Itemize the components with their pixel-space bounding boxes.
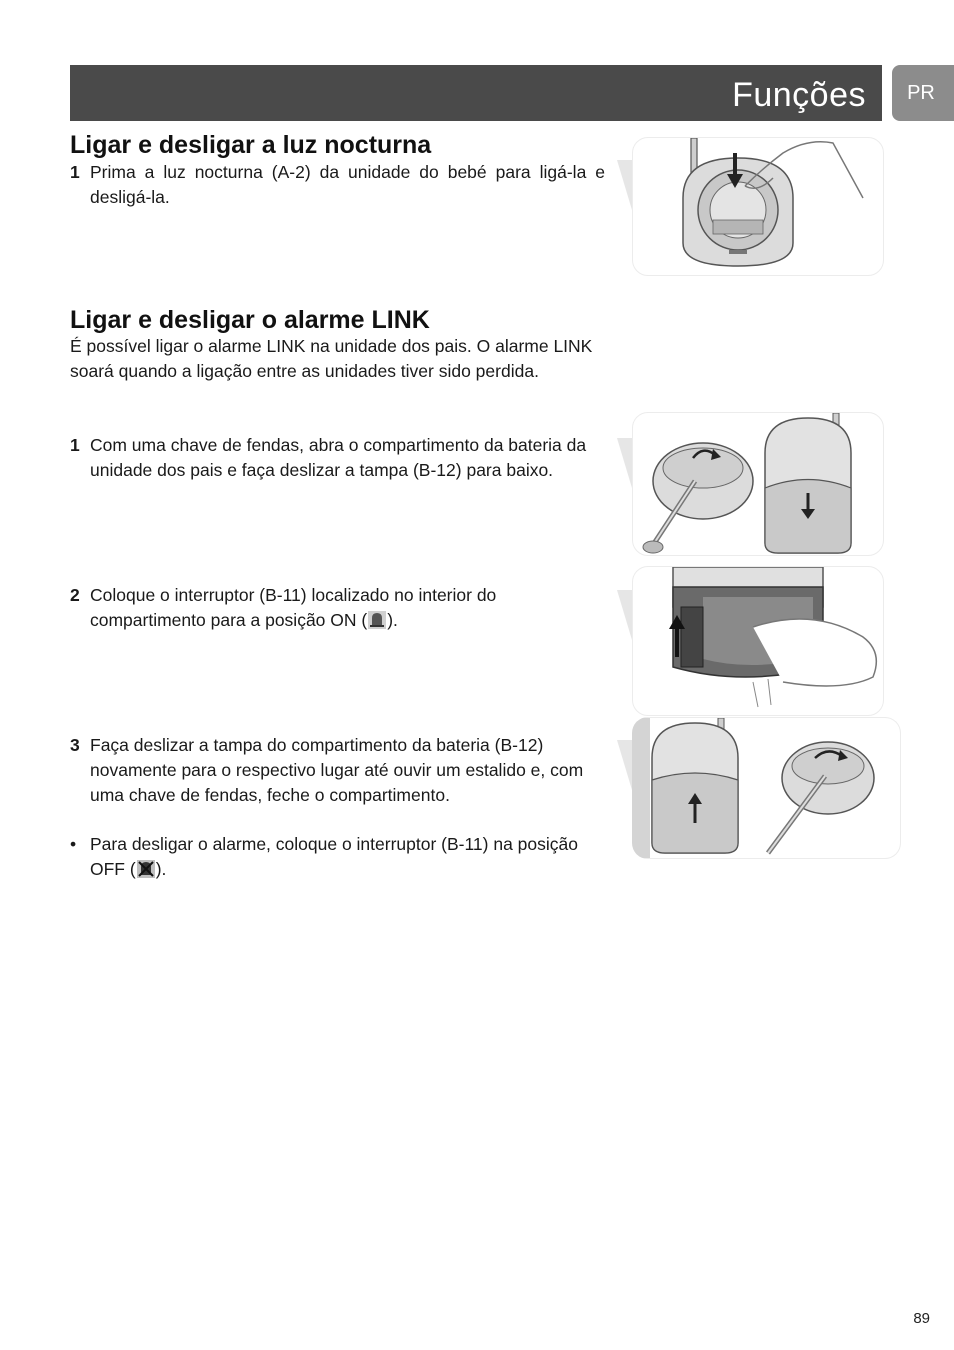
section-title-night-light: Ligar e desligar a luz nocturna <box>70 131 432 159</box>
page-title: Funções <box>732 76 866 114</box>
link-alarm-step-3 <box>70 733 605 808</box>
link-alarm-off-bullet <box>70 832 605 882</box>
bullet-symbol: • <box>70 834 77 854</box>
alarm-off-icon <box>137 860 155 878</box>
figure-open-compartment <box>632 412 884 556</box>
switch-illustration <box>633 567 883 715</box>
step-number: 3 <box>70 735 80 755</box>
alarm-on-icon <box>368 611 386 629</box>
step-text: Faça deslizar a tampa do compartimento da bateria (B-12) novamente para o respectivo lugar até ouvir um estalido e, com uma chave de fendas, feche o compartimento. <box>90 735 584 805</box>
section-title-link-alarm: Ligar e desligar o alarme LINK <box>70 306 430 334</box>
link-alarm-step-2 <box>70 583 605 633</box>
open-compartment-illustration <box>633 413 883 555</box>
step-text: Prima a luz nocturna (A-2) da unidade do bebé para ligá-la e desligá-la. <box>90 162 605 207</box>
figure-switch-on <box>632 566 884 716</box>
language-tab: PR <box>892 65 954 121</box>
step-number: 1 <box>70 435 80 455</box>
step-number: 2 <box>70 585 80 605</box>
bullet-text: Para desligar o alarme, coloque o interruptor (B-11) na posição OFF ( ). <box>90 834 578 879</box>
figure-close-compartment <box>632 717 901 859</box>
night-light-step-1 <box>70 160 605 210</box>
step-text: Coloque o interruptor (B-11) localizado no interior do compartimento para a posição ON ( ). <box>90 585 497 630</box>
baby-unit-illustration <box>633 138 883 275</box>
link-alarm-intro: É possível ligar o alarme LINK na unidade dos pais. O alarme LINK soará quando a ligação entre as unidades tiver sido perdida. <box>70 336 593 381</box>
figure-night-light <box>632 137 884 276</box>
step-number: 1 <box>70 162 80 182</box>
link-alarm-step-1 <box>70 433 605 483</box>
close-compartment-illustration <box>650 718 882 858</box>
page-number: 89 <box>913 1310 930 1327</box>
header-bar <box>70 65 882 121</box>
step-text: Com uma chave de fendas, abra o compartimento da bateria da unidade dos pais e faça deslizar a tampa (B-12) para baixo. <box>90 435 587 480</box>
